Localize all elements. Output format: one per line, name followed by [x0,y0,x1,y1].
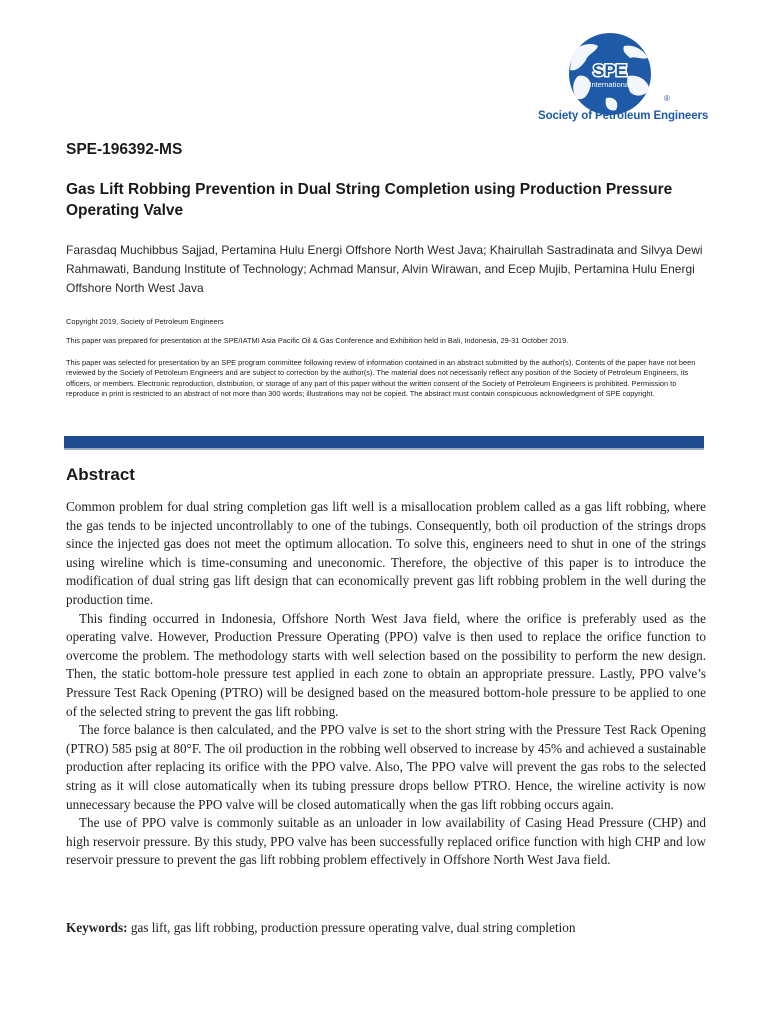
registered-mark: ® [664,94,670,103]
paper-title: Gas Lift Robbing Prevention in Dual String Completion using Production Pressure Operating Valve [66,181,673,219]
paper-id: SPE-196392-MS [66,141,183,158]
selection-notice: This paper was selected for presentation by an SPE program committee following review of information contained in an abstract submitted by the author(s). Contents of the paper have not been reviewed by the Society of Petroleum Engineers and are subject to correction by the author(s). The material does not necessarily reflect any position of the Society of Petroleum Engineers, its officers, or members. Electronic reproduction, distribution, or storage of any part of this paper without the written consent of the Society of Petroleum Engineers is prohibited. Permission to reproduce in print is restricted to an abstract of not more than 300 words; illustrations may not be copied. The abstract must contain conspicuous acknowledgment of SPE copyright. [66,358,696,399]
abstract-paragraph: Common problem for dual string completion gas lift well is a misallocation problem called as a gas lift robbing, where the gas tends to be injected uncontrollably to one of the tubings. Consequently, both oil production of the strings drops since the injected gas does not meet the optimum allocation. To solve this, engineers need to shut in one of the strings using wireline which is time-consuming and uneconomic. Therefore, the objective of this paper is to introduce the modification of dual string gas lift design that can economically prevent gas lift robbing problem in the well during the production time. [66,499,706,607]
abstract-body [66,498,706,870]
logo-sub-acronym: International [589,80,631,89]
keywords-text: gas lift, gas lift robbing, production pressure operating valve, dual string completion [130,920,576,935]
logo-organization-name: Society of Petroleum Engineers [538,110,709,122]
spe-globe-icon [558,32,662,116]
abstract-heading: Abstract [66,465,135,484]
presentation-notice: This paper was prepared for presentation at the SPE/IATMI Asia Pacific Oil & Gas Conference and Exhibition held in Bali, Indonesia, 29-31 October 2019. [66,336,569,345]
author-list: Farasdaq Muchibbus Sajjad, Pertamina Hulu Energi Offshore North West Java; Khairullah Sastradinata and Silvya Dewi Rahmawati, Bandung Institute of Technology; Achmad Mansur, Alvin Wirawan, and Ecep Mujib, Pertamina Hulu Energi Offshore North West Java [66,243,703,295]
copyright-notice: Copyright 2019, Society of Petroleum Engineers [66,317,224,326]
keywords [66,919,706,938]
abstract-paragraph: The force balance is then calculated, and the PPO valve is set to the short string with the Pressure Test Rack Opening (PTRO) 585 psig at 80°F. The oil production in the robbing well observed to increase by 45% and achieved a sustainable production after replacing its orifice with the PPO valve. Also, The PPO valve will prevent the gas robs to the selected string as it will close automatically when its tubing pressure drops bellow PTRO. Hence, the wireline activity is now unnecessary because the PPO valve will be closed automatically when the gas lift robbing occurs again. [66,722,706,812]
section-divider [64,436,704,450]
abstract-paragraph: This finding occurred in Indonesia, Offshore North West Java field, where the orifice is preferably used as the operating valve. However, Production Pressure Operating (PPO) valve is then used to replace the orifice function to overcome the problem. The methodology starts with well selection based on the possibility to perform the new design. Then, the static bottom-hole pressure test applied in each zone to obtain an appropriate pressure. Lastly, PPO valve’s Pressure Test Rack Opening (PTRO) will be designed based on the measured bottom-hole pressure to be applied to one of the selected string to prevent the gas lift robbing. [66,610,706,719]
logo-acronym: SPE [592,61,628,80]
spe-logo [538,32,708,128]
abstract-paragraph: The use of PPO valve is commonly suitable as an unloader in low availability of Casing Head Pressure (CHP) and high reservoir pressure. By this study, PPO valve has been successfully replaced orifice function with high CHP and low reservoir pressure to prevent the gas lift robbing problem effectively in Offshore North West Java field. [66,815,706,868]
keywords-label: Keywords: [66,920,128,935]
